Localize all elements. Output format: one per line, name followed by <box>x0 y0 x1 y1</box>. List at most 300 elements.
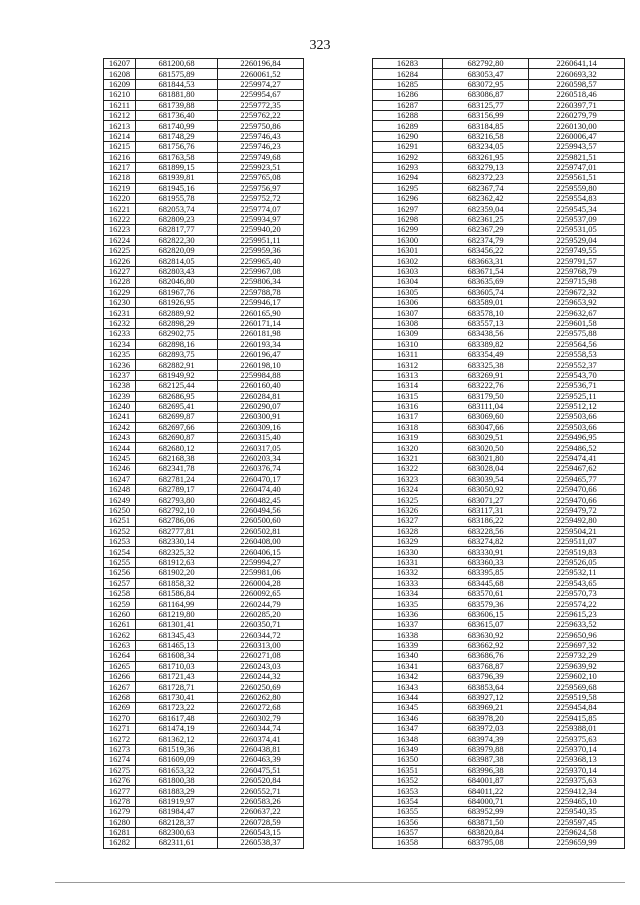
point-number-cell: 16304 <box>373 277 443 287</box>
x-coordinate-cell: 683557,13 <box>443 318 529 328</box>
x-coordinate-cell: 681474,19 <box>136 724 218 734</box>
y-coordinate-cell: 2260538,37 <box>218 838 304 848</box>
table-row <box>104 703 304 713</box>
x-coordinate-cell: 683360,33 <box>443 557 529 567</box>
y-coordinate-cell: 2259503,66 <box>529 422 625 432</box>
y-coordinate-cell: 2260302,79 <box>218 713 304 723</box>
point-number-cell: 16258 <box>104 588 136 598</box>
table-row <box>104 318 304 328</box>
table-row <box>373 599 625 609</box>
point-number-cell: 16284 <box>373 69 443 79</box>
y-coordinate-cell: 2259756,97 <box>218 183 304 193</box>
x-coordinate-cell: 683050,92 <box>443 485 529 495</box>
y-coordinate-cell: 2260518,46 <box>529 90 625 100</box>
table-row <box>104 339 304 349</box>
table-row <box>104 277 304 287</box>
point-number-cell: 16338 <box>373 630 443 640</box>
x-coordinate-cell: 681748,29 <box>136 131 218 141</box>
y-coordinate-cell: 2259412,34 <box>529 786 625 796</box>
y-coordinate-cell: 2260203,34 <box>218 453 304 463</box>
point-number-cell: 16334 <box>373 588 443 598</box>
point-number-cell: 16299 <box>373 225 443 235</box>
table-row <box>104 287 304 297</box>
point-number-cell: 16259 <box>104 599 136 609</box>
x-coordinate-cell: 683589,01 <box>443 297 529 307</box>
table-row <box>373 204 625 214</box>
table-row <box>373 609 625 619</box>
point-number-cell: 16260 <box>104 609 136 619</box>
table-row <box>373 173 625 183</box>
y-coordinate-cell: 2259543,70 <box>529 370 625 380</box>
y-coordinate-cell: 2260004,28 <box>218 578 304 588</box>
y-coordinate-cell: 2260583,26 <box>218 796 304 806</box>
y-coordinate-cell: 2260344,72 <box>218 630 304 640</box>
x-coordinate-cell: 681912,63 <box>136 557 218 567</box>
y-coordinate-cell: 2259370,14 <box>529 765 625 775</box>
x-coordinate-cell: 681710,03 <box>136 661 218 671</box>
y-coordinate-cell: 2259368,13 <box>529 755 625 765</box>
y-coordinate-cell: 2259806,34 <box>218 277 304 287</box>
point-number-cell: 16228 <box>104 277 136 287</box>
point-number-cell: 16340 <box>373 651 443 661</box>
x-coordinate-cell: 681345,43 <box>136 630 218 640</box>
x-coordinate-cell: 682168,38 <box>136 453 218 463</box>
table-row <box>104 485 304 495</box>
point-number-cell: 16208 <box>104 69 136 79</box>
x-coordinate-cell: 682374,79 <box>443 235 529 245</box>
table-row <box>373 110 625 120</box>
point-number-cell: 16315 <box>373 391 443 401</box>
x-coordinate-cell: 681967,76 <box>136 287 218 297</box>
y-coordinate-cell: 2259532,11 <box>529 568 625 578</box>
point-number-cell: 16222 <box>104 214 136 224</box>
table-row <box>373 557 625 567</box>
point-number-cell: 16212 <box>104 110 136 120</box>
table-row <box>104 256 304 266</box>
point-number-cell: 16245 <box>104 453 136 463</box>
y-coordinate-cell: 2259479,72 <box>529 505 625 515</box>
y-coordinate-cell: 2259624,58 <box>529 827 625 837</box>
x-coordinate-cell: 682686,95 <box>136 391 218 401</box>
point-number-cell: 16216 <box>104 152 136 162</box>
x-coordinate-cell: 682300,63 <box>136 827 218 837</box>
point-number-cell: 16327 <box>373 516 443 526</box>
y-coordinate-cell: 2260165,90 <box>218 308 304 318</box>
point-number-cell: 16283 <box>373 59 443 69</box>
table-row <box>373 360 625 370</box>
point-number-cell: 16270 <box>104 713 136 723</box>
point-number-cell: 16255 <box>104 557 136 567</box>
table-row <box>104 194 304 204</box>
table-row <box>373 464 625 474</box>
y-coordinate-cell: 2260317,05 <box>218 443 304 453</box>
x-coordinate-cell: 681899,15 <box>136 162 218 172</box>
table-row <box>373 152 625 162</box>
y-coordinate-cell: 2260463,39 <box>218 755 304 765</box>
y-coordinate-cell: 2260728,59 <box>218 817 304 827</box>
point-number-cell: 16333 <box>373 578 443 588</box>
y-coordinate-cell: 2259965,40 <box>218 256 304 266</box>
point-number-cell: 16354 <box>373 796 443 806</box>
point-number-cell: 16225 <box>104 246 136 256</box>
y-coordinate-cell: 2259474,41 <box>529 453 625 463</box>
x-coordinate-cell: 682341,78 <box>136 464 218 474</box>
table-row <box>373 661 625 671</box>
point-number-cell: 16280 <box>104 817 136 827</box>
point-number-cell: 16356 <box>373 817 443 827</box>
x-coordinate-cell: 682367,74 <box>443 183 529 193</box>
point-number-cell: 16250 <box>104 505 136 515</box>
y-coordinate-cell: 2260243,03 <box>218 661 304 671</box>
point-number-cell: 16323 <box>373 474 443 484</box>
x-coordinate-cell: 681609,09 <box>136 755 218 765</box>
table-row <box>104 682 304 692</box>
table-row <box>373 838 625 848</box>
point-number-cell: 16227 <box>104 266 136 276</box>
point-number-cell: 16232 <box>104 318 136 328</box>
table-row <box>373 443 625 453</box>
table-row <box>373 329 625 339</box>
x-coordinate-cell: 681608,34 <box>136 651 218 661</box>
point-number-cell: 16248 <box>104 485 136 495</box>
x-coordinate-cell: 683630,92 <box>443 630 529 640</box>
y-coordinate-cell: 2259967,08 <box>218 266 304 276</box>
x-coordinate-cell: 682361,25 <box>443 214 529 224</box>
x-coordinate-cell: 681945,16 <box>136 183 218 193</box>
point-number-cell: 16215 <box>104 142 136 152</box>
point-number-cell: 16329 <box>373 536 443 546</box>
x-coordinate-cell: 683086,87 <box>443 90 529 100</box>
point-number-cell: 16239 <box>104 391 136 401</box>
y-coordinate-cell: 2260406,15 <box>218 547 304 557</box>
x-coordinate-cell: 683186,22 <box>443 516 529 526</box>
table-row <box>373 318 625 328</box>
table-row <box>373 59 625 69</box>
point-number-cell: 16322 <box>373 464 443 474</box>
y-coordinate-cell: 2260272,68 <box>218 703 304 713</box>
point-number-cell: 16303 <box>373 266 443 276</box>
y-coordinate-cell: 2259923,51 <box>218 162 304 172</box>
table-row <box>373 235 625 245</box>
y-coordinate-cell: 2260300,91 <box>218 412 304 422</box>
x-coordinate-cell: 681301,41 <box>136 620 218 630</box>
x-coordinate-cell: 682697,66 <box>136 422 218 432</box>
table-row <box>104 526 304 536</box>
point-number-cell: 16252 <box>104 526 136 536</box>
y-coordinate-cell: 2260285,20 <box>218 609 304 619</box>
y-coordinate-cell: 2259537,09 <box>529 214 625 224</box>
table-row <box>104 401 304 411</box>
point-number-cell: 16207 <box>104 59 136 69</box>
x-coordinate-cell: 683071,27 <box>443 495 529 505</box>
table-row <box>104 568 304 578</box>
y-coordinate-cell: 2259540,35 <box>529 807 625 817</box>
x-coordinate-cell: 683184,85 <box>443 121 529 131</box>
point-number-cell: 16353 <box>373 786 443 796</box>
y-coordinate-cell: 2259984,88 <box>218 370 304 380</box>
table-row <box>373 765 625 775</box>
x-coordinate-cell: 683261,95 <box>443 152 529 162</box>
table-row <box>104 152 304 162</box>
y-coordinate-cell: 2259597,45 <box>529 817 625 827</box>
table-row <box>104 412 304 422</box>
point-number-cell: 16266 <box>104 672 136 682</box>
x-coordinate-cell: 683179,50 <box>443 391 529 401</box>
table-row <box>104 391 304 401</box>
table-row <box>104 464 304 474</box>
point-number-cell: 16273 <box>104 744 136 754</box>
y-coordinate-cell: 2260637,22 <box>218 807 304 817</box>
point-number-cell: 16316 <box>373 401 443 411</box>
point-number-cell: 16332 <box>373 568 443 578</box>
table-row <box>373 287 625 297</box>
y-coordinate-cell: 2259375,63 <box>529 775 625 785</box>
x-coordinate-cell: 681881,80 <box>136 90 218 100</box>
y-coordinate-cell: 2259633,52 <box>529 620 625 630</box>
y-coordinate-cell: 2260250,69 <box>218 682 304 692</box>
point-number-cell: 16318 <box>373 422 443 432</box>
table-row <box>104 599 304 609</box>
y-coordinate-cell: 2259788,78 <box>218 287 304 297</box>
x-coordinate-cell: 683072,95 <box>443 79 529 89</box>
table-row <box>104 495 304 505</box>
y-coordinate-cell: 2259531,05 <box>529 225 625 235</box>
y-coordinate-cell: 2260500,60 <box>218 516 304 526</box>
x-coordinate-cell: 681586,84 <box>136 588 218 598</box>
x-coordinate-cell: 683156,99 <box>443 110 529 120</box>
table-row <box>104 69 304 79</box>
table-row <box>104 588 304 598</box>
table-row <box>104 724 304 734</box>
table-row <box>373 194 625 204</box>
table-row <box>373 713 625 723</box>
table-row <box>373 682 625 692</box>
x-coordinate-cell: 681362,12 <box>136 734 218 744</box>
x-coordinate-cell: 682786,06 <box>136 516 218 526</box>
table-row <box>373 339 625 349</box>
y-coordinate-cell: 2259467,62 <box>529 464 625 474</box>
y-coordinate-cell: 2259954,67 <box>218 90 304 100</box>
table-row <box>104 121 304 131</box>
point-number-cell: 16241 <box>104 412 136 422</box>
x-coordinate-cell: 681730,41 <box>136 692 218 702</box>
y-coordinate-cell: 2259697,32 <box>529 640 625 650</box>
point-number-cell: 16230 <box>104 297 136 307</box>
table-row <box>104 142 304 152</box>
point-number-cell: 16219 <box>104 183 136 193</box>
table-row <box>373 349 625 359</box>
point-number-cell: 16296 <box>373 194 443 204</box>
y-coordinate-cell: 2259774,07 <box>218 204 304 214</box>
point-number-cell: 16321 <box>373 453 443 463</box>
x-coordinate-cell: 682902,75 <box>136 329 218 339</box>
table-row <box>104 807 304 817</box>
table-row <box>104 173 304 183</box>
x-coordinate-cell: 683820,84 <box>443 827 529 837</box>
y-coordinate-cell: 2259750,86 <box>218 121 304 131</box>
x-coordinate-cell: 682882,91 <box>136 360 218 370</box>
table-row <box>104 433 304 443</box>
table-row <box>104 246 304 256</box>
y-coordinate-cell: 2259536,71 <box>529 381 625 391</box>
y-coordinate-cell: 2259752,72 <box>218 194 304 204</box>
table-row <box>373 370 625 380</box>
x-coordinate-cell: 681939,81 <box>136 173 218 183</box>
table-row <box>373 547 625 557</box>
point-number-cell: 16275 <box>104 765 136 775</box>
table-row <box>104 266 304 276</box>
y-coordinate-cell: 2259525,11 <box>529 391 625 401</box>
x-coordinate-cell: 683979,88 <box>443 744 529 754</box>
x-coordinate-cell: 681902,20 <box>136 568 218 578</box>
x-coordinate-cell: 682046,80 <box>136 277 218 287</box>
x-coordinate-cell: 683662,92 <box>443 640 529 650</box>
y-coordinate-cell: 2259749,55 <box>529 246 625 256</box>
point-number-cell: 16251 <box>104 516 136 526</box>
table-row <box>373 620 625 630</box>
coordinates-table-left <box>103 58 304 849</box>
table-row <box>373 433 625 443</box>
y-coordinate-cell: 2259519,58 <box>529 692 625 702</box>
table-row <box>104 672 304 682</box>
x-coordinate-cell: 683117,31 <box>443 505 529 515</box>
point-number-cell: 16253 <box>104 536 136 546</box>
x-coordinate-cell: 682809,23 <box>136 214 218 224</box>
x-coordinate-cell: 681575,89 <box>136 69 218 79</box>
table-row <box>104 474 304 484</box>
table-row <box>104 360 304 370</box>
y-coordinate-cell: 2260130,00 <box>529 121 625 131</box>
table-row <box>373 495 625 505</box>
table-row <box>104 557 304 567</box>
point-number-cell: 16234 <box>104 339 136 349</box>
x-coordinate-cell: 683635,69 <box>443 277 529 287</box>
x-coordinate-cell: 684011,22 <box>443 786 529 796</box>
point-number-cell: 16307 <box>373 308 443 318</box>
y-coordinate-cell: 2260092,65 <box>218 588 304 598</box>
table-row <box>104 547 304 557</box>
point-number-cell: 16311 <box>373 349 443 359</box>
y-coordinate-cell: 2259465,77 <box>529 474 625 484</box>
table-row <box>104 651 304 661</box>
point-number-cell: 16314 <box>373 381 443 391</box>
y-coordinate-cell: 2259574,22 <box>529 599 625 609</box>
table-row <box>104 578 304 588</box>
point-number-cell: 16210 <box>104 90 136 100</box>
table-row <box>104 765 304 775</box>
table-row <box>104 786 304 796</box>
x-coordinate-cell: 683969,21 <box>443 703 529 713</box>
point-number-cell: 16320 <box>373 443 443 453</box>
y-coordinate-cell: 2259746,23 <box>218 142 304 152</box>
point-number-cell: 16211 <box>104 100 136 110</box>
point-number-cell: 16281 <box>104 827 136 837</box>
x-coordinate-cell: 682898,29 <box>136 318 218 328</box>
table-row <box>373 100 625 110</box>
y-coordinate-cell: 2259951,11 <box>218 235 304 245</box>
y-coordinate-cell: 2259552,37 <box>529 360 625 370</box>
y-coordinate-cell: 2259765,08 <box>218 173 304 183</box>
table-row <box>373 485 625 495</box>
point-number-cell: 16310 <box>373 339 443 349</box>
x-coordinate-cell: 682690,87 <box>136 433 218 443</box>
point-number-cell: 16254 <box>104 547 136 557</box>
y-coordinate-cell: 2260598,57 <box>529 79 625 89</box>
table-row <box>373 588 625 598</box>
y-coordinate-cell: 2259415,85 <box>529 713 625 723</box>
x-coordinate-cell: 683606,15 <box>443 609 529 619</box>
x-coordinate-cell: 682803,43 <box>136 266 218 276</box>
point-number-cell: 16274 <box>104 755 136 765</box>
table-row <box>373 640 625 650</box>
table-row <box>104 110 304 120</box>
x-coordinate-cell: 683234,05 <box>443 142 529 152</box>
point-number-cell: 16233 <box>104 329 136 339</box>
table-row <box>373 786 625 796</box>
point-number-cell: 16324 <box>373 485 443 495</box>
point-number-cell: 16326 <box>373 505 443 515</box>
table-row <box>104 100 304 110</box>
table-row <box>104 349 304 359</box>
table-row <box>373 827 625 837</box>
table-row <box>373 474 625 484</box>
table-row <box>104 609 304 619</box>
table-row <box>373 69 625 79</box>
point-number-cell: 16292 <box>373 152 443 162</box>
x-coordinate-cell: 683069,60 <box>443 412 529 422</box>
x-coordinate-cell: 683952,99 <box>443 807 529 817</box>
y-coordinate-cell: 2260475,51 <box>218 765 304 775</box>
y-coordinate-cell: 2259575,88 <box>529 329 625 339</box>
point-number-cell: 16235 <box>104 349 136 359</box>
point-number-cell: 16341 <box>373 661 443 671</box>
x-coordinate-cell: 683047,66 <box>443 422 529 432</box>
table-row <box>104 453 304 463</box>
y-coordinate-cell: 2259375,63 <box>529 734 625 744</box>
table-row <box>104 59 304 69</box>
point-number-cell: 16349 <box>373 744 443 754</box>
y-coordinate-cell: 2259370,14 <box>529 744 625 754</box>
x-coordinate-cell: 682311,61 <box>136 838 218 848</box>
y-coordinate-cell: 2260470,17 <box>218 474 304 484</box>
x-coordinate-cell: 683039,54 <box>443 474 529 484</box>
point-number-cell: 16224 <box>104 235 136 245</box>
x-coordinate-cell: 681219,80 <box>136 609 218 619</box>
point-number-cell: 16328 <box>373 526 443 536</box>
point-number-cell: 16238 <box>104 381 136 391</box>
x-coordinate-cell: 681955,78 <box>136 194 218 204</box>
y-coordinate-cell: 2259934,97 <box>218 214 304 224</box>
table-row <box>104 235 304 245</box>
y-coordinate-cell: 2260552,71 <box>218 786 304 796</box>
table-row <box>373 775 625 785</box>
y-coordinate-cell: 2259653,92 <box>529 297 625 307</box>
x-coordinate-cell: 683795,08 <box>443 838 529 848</box>
point-number-cell: 16335 <box>373 599 443 609</box>
x-coordinate-cell: 683029,51 <box>443 433 529 443</box>
y-coordinate-cell: 2260244,32 <box>218 672 304 682</box>
y-coordinate-cell: 2259601,58 <box>529 318 625 328</box>
y-coordinate-cell: 2259746,43 <box>218 131 304 141</box>
x-coordinate-cell: 681949,92 <box>136 370 218 380</box>
x-coordinate-cell: 683325,38 <box>443 360 529 370</box>
x-coordinate-cell: 683389,82 <box>443 339 529 349</box>
point-number-cell: 16282 <box>104 838 136 848</box>
y-coordinate-cell: 2259768,79 <box>529 266 625 276</box>
x-coordinate-cell: 682699,87 <box>136 412 218 422</box>
point-number-cell: 16352 <box>373 775 443 785</box>
y-coordinate-cell: 2259772,35 <box>218 100 304 110</box>
